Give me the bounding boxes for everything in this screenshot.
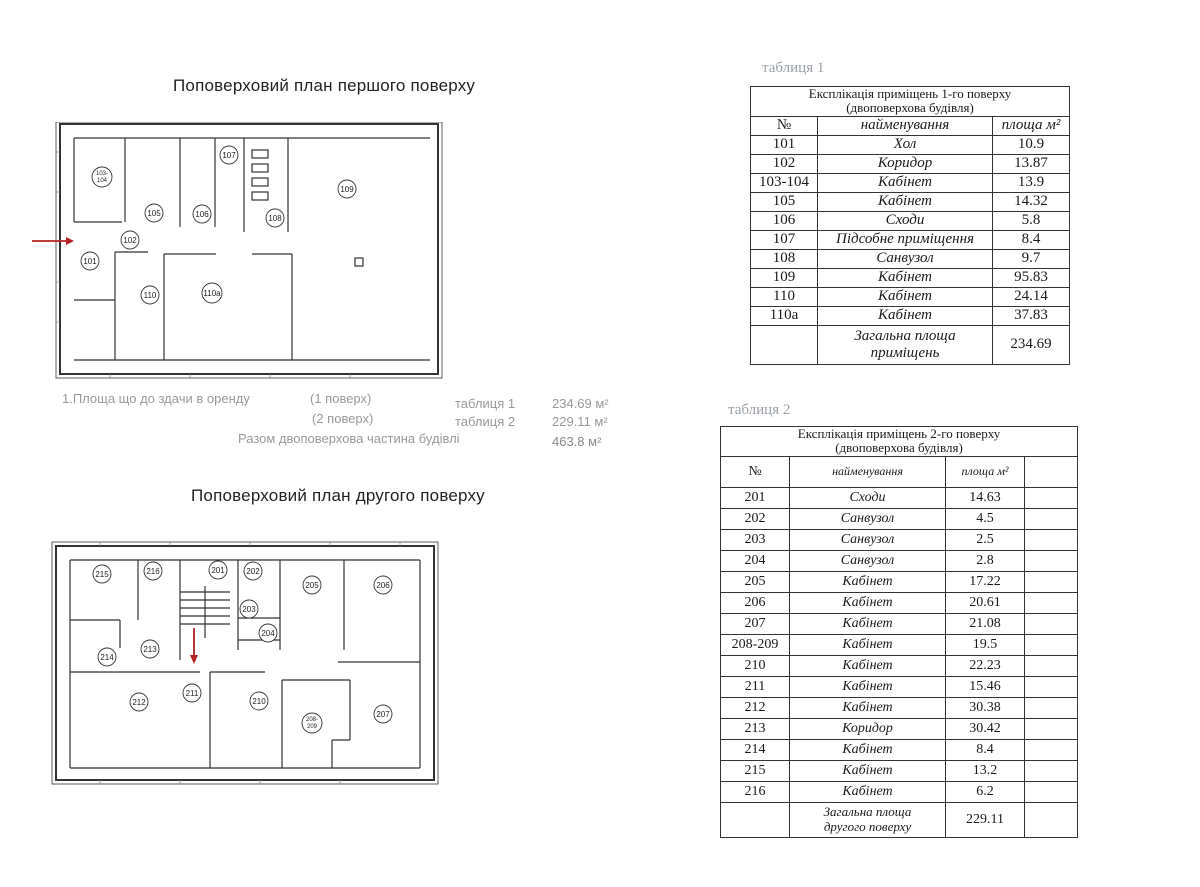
room-name: Санвузол [818,249,993,268]
room-number: 205 [721,571,790,592]
svg-text:102: 102 [123,236,137,245]
room-number: 215 [721,760,790,781]
room-area: 6.2 [946,781,1025,802]
svg-text:208-: 208- [305,717,319,723]
table1-col-no: № [751,116,818,135]
table1-col-name: найменування [818,116,993,135]
room-area: 2.5 [946,529,1025,550]
svg-text:203: 203 [242,605,256,614]
summary-line1-label: 1.Площа що до здачи в оренду [62,391,250,406]
summary-line1-value: 234.69 м² [552,396,609,411]
table-row [751,249,1070,268]
room-area: 17.22 [946,571,1025,592]
room-area: 37.83 [993,306,1070,325]
table2-title: Експлікація приміщень 2-го поверху (двоповерхова будівля) [721,427,1078,457]
table-row [751,135,1070,154]
room-name: Коридор [818,154,993,173]
floor2-plan [50,540,440,785]
table1-caption: таблиця 1 [762,60,825,76]
svg-text:207: 207 [376,710,390,719]
room-name: Кабінет [818,192,993,211]
room-name: Санвузол [790,508,946,529]
table-row [751,192,1070,211]
summary-line3-value: 463.8 м² [552,434,602,449]
floor1-plan [30,122,450,384]
room-name: Кабінет [790,634,946,655]
room-number: 103-104 [751,173,818,192]
table-row [751,306,1070,325]
table-row [721,676,1078,697]
table-row [721,634,1078,655]
room-number: 105 [751,192,818,211]
table1-title: Експлікація приміщень 1-го поверху (двоповерхова будівля) [751,87,1070,117]
room-number: 208-209 [721,634,790,655]
room-area: 24.14 [993,287,1070,306]
table2-col-name: найменування [790,456,946,487]
room-name: Кабінет [818,287,993,306]
svg-text:108: 108 [268,214,282,223]
summary-line2-floor: (2 поверх) [312,411,374,426]
room-area: 14.63 [946,487,1025,508]
table-row [721,739,1078,760]
room-number: 110 [751,287,818,306]
room-name: Кабінет [818,173,993,192]
room-name: Хол [818,135,993,154]
floor2-entry-arrow [190,628,198,664]
room-area: 10.9 [993,135,1070,154]
room-number: 202 [721,508,790,529]
room-area: 13.9 [993,173,1070,192]
room-area: 30.42 [946,718,1025,739]
svg-text:209: 209 [306,724,318,730]
svg-text:202: 202 [246,567,260,576]
room-area: 22.23 [946,655,1025,676]
summary-line3-label: Разом двоповерхова частина будівлі [238,431,460,446]
room-area: 9.7 [993,249,1070,268]
svg-text:106: 106 [195,210,209,219]
svg-text:101: 101 [83,257,97,266]
floor1-entry-arrow [32,237,74,245]
svg-text:214: 214 [100,653,114,662]
room-number: 101 [751,135,818,154]
room-area: 21.08 [946,613,1025,634]
svg-text:216: 216 [146,567,160,576]
table-row [721,508,1078,529]
room-name: Сходи [790,487,946,508]
room-number: 201 [721,487,790,508]
room-area: 15.46 [946,676,1025,697]
svg-text:103-: 103- [95,171,109,177]
room-area: 19.5 [946,634,1025,655]
table-row [721,592,1078,613]
room-name: Кабінет [790,592,946,613]
room-name: Коридор [790,718,946,739]
room-number: 109 [751,268,818,287]
explication-table-floor1 [750,86,1070,365]
explication-table-floor2 [720,426,1078,838]
room-number: 211 [721,676,790,697]
svg-text:104: 104 [96,178,108,184]
room-name: Кабінет [818,268,993,287]
room-name: Кабінет [790,697,946,718]
table-row [751,268,1070,287]
svg-text:204: 204 [261,629,275,638]
room-number: 206 [721,592,790,613]
table-row [721,655,1078,676]
table-row [721,697,1078,718]
room-area: 95.83 [993,268,1070,287]
summary-line1-floor: (1 поверх) [310,391,372,406]
room-number: 213 [721,718,790,739]
room-number: 110а [751,306,818,325]
svg-text:205: 205 [305,581,319,590]
room-area: 5.8 [993,211,1070,230]
plan1-title: Поповерховий план першого поверху [173,76,476,95]
svg-text:110а: 110а [203,289,221,298]
table1-total-label: Загальна площа приміщень [818,325,993,364]
summary-line1-table: таблиця 1 [455,396,516,411]
table2-col-no: № [721,456,790,487]
table2-col-area: площа м² [946,456,1025,487]
table1-total-value: 234.69 [993,325,1070,364]
room-number: 204 [721,550,790,571]
room-name: Кабінет [790,613,946,634]
svg-text:213: 213 [143,645,157,654]
room-name: Кабінет [790,655,946,676]
svg-text:110: 110 [143,291,157,300]
room-name: Кабінет [790,571,946,592]
room-area: 2.8 [946,550,1025,571]
room-number: 106 [751,211,818,230]
table-row [721,487,1078,508]
summary-line2-table: таблиця 2 [455,414,516,429]
room-area: 8.4 [993,230,1070,249]
table-row [751,173,1070,192]
room-number: 203 [721,529,790,550]
svg-text:211: 211 [185,689,199,698]
room-name: Підсобне приміщення [818,230,993,249]
table-row [721,550,1078,571]
room-number: 107 [751,230,818,249]
room-name: Кабінет [790,760,946,781]
svg-text:105: 105 [147,209,161,218]
room-name: Кабінет [790,739,946,760]
room-area: 4.5 [946,508,1025,529]
room-number: 210 [721,655,790,676]
room-area: 13.2 [946,760,1025,781]
svg-text:206: 206 [376,581,390,590]
room-name: Кабінет [818,306,993,325]
table-row [721,613,1078,634]
table-row [751,287,1070,306]
room-number: 216 [721,781,790,802]
room-area: 20.61 [946,592,1025,613]
room-area: 8.4 [946,739,1025,760]
summary-line2-value: 229.11 м² [552,414,608,429]
svg-text:215: 215 [95,570,109,579]
svg-text:107: 107 [222,151,236,160]
table2-caption: таблиця 2 [728,402,791,418]
table-row [721,760,1078,781]
svg-text:201: 201 [211,566,225,575]
table-row [751,230,1070,249]
room-area: 14.32 [993,192,1070,211]
room-name: Кабінет [790,676,946,697]
room-name: Кабінет [790,781,946,802]
table-row [751,211,1070,230]
svg-text:210: 210 [252,697,266,706]
table-row [721,718,1078,739]
svg-text:109: 109 [340,185,354,194]
room-number: 207 [721,613,790,634]
room-number: 102 [751,154,818,173]
table-row [751,154,1070,173]
table2-total-label: Загальна площа другого поверху [790,802,946,837]
room-area: 30.38 [946,697,1025,718]
table-row [721,571,1078,592]
table-row [721,529,1078,550]
room-number: 108 [751,249,818,268]
table-row [721,781,1078,802]
table1-col-area: площа м² [993,116,1070,135]
room-name: Санвузол [790,550,946,571]
table2-total-value: 229.11 [946,802,1025,837]
room-number: 212 [721,697,790,718]
svg-text:212: 212 [132,698,146,707]
plan2-title: Поповерховий план другого поверху [191,486,485,505]
floor1-room-labels [81,146,356,304]
room-name: Санвузол [790,529,946,550]
room-area: 13.87 [993,154,1070,173]
room-number: 214 [721,739,790,760]
room-name: Сходи [818,211,993,230]
